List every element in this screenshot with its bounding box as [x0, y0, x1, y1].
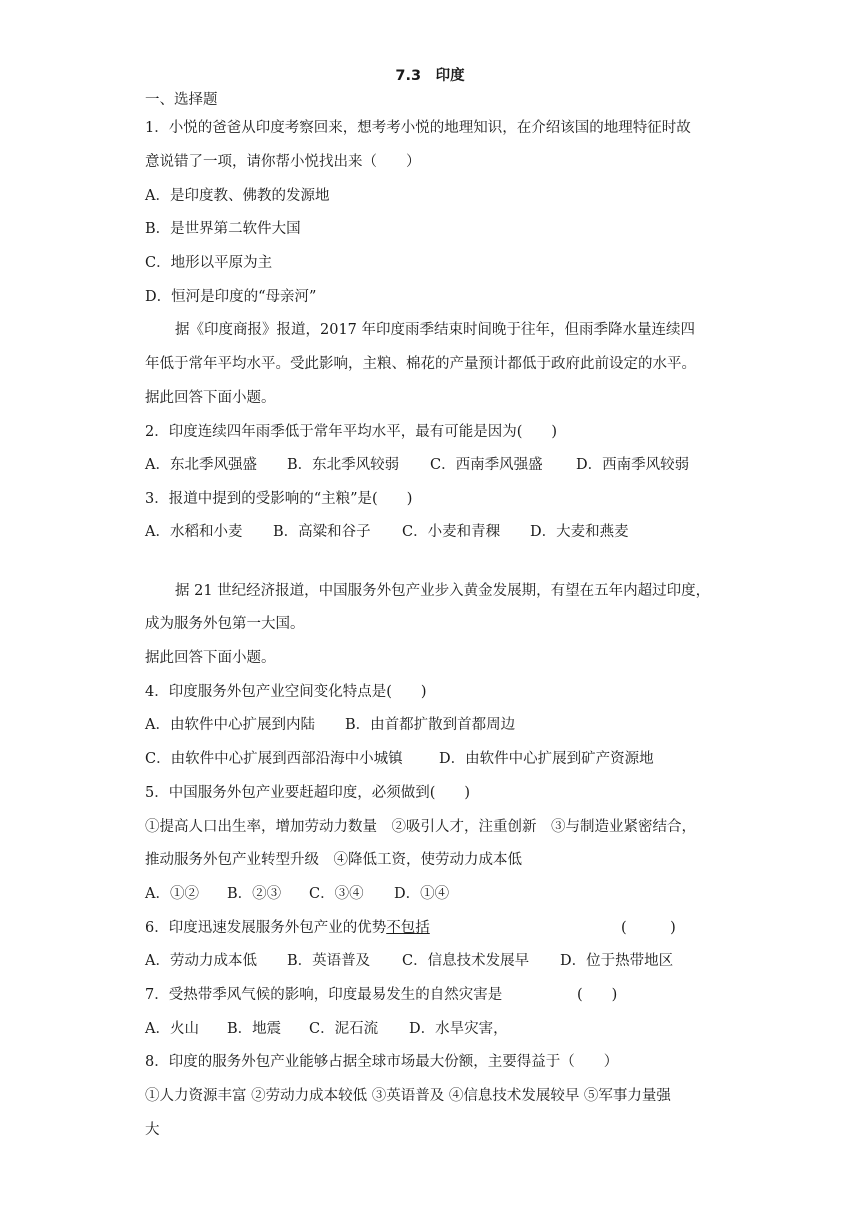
q6-answer-paren: ( ): [621, 920, 676, 936]
q7-option-a: A．火山: [145, 1021, 199, 1037]
q2-options: [145, 455, 689, 475]
q3-option-b: B．高粱和谷子: [273, 524, 371, 540]
q8-statements-line1: ①人力资源丰富 ②劳动力成本较低 ③英语普及 ④信息技术发展较早 ⑤军事力量强: [145, 1088, 671, 1104]
q7-option-b: B．地震: [227, 1021, 282, 1037]
q6-stem-text: 6．印度迅速发展服务外包产业的优势: [145, 920, 387, 936]
q3-option-d: D．大麦和燕麦: [530, 524, 629, 540]
q4-options-row1: [145, 715, 515, 735]
q6-option-c: C．信息技术发展早: [402, 953, 530, 969]
passage1-line2: 年低于常年平均水平。受此影响，主粮、棉花的产量预计都低于政府此前设定的水平。: [145, 356, 696, 372]
q7-options: [145, 1019, 508, 1039]
q1-option-c: C．地形以平原为主: [145, 255, 273, 271]
q3-stem: 3．报道中提到的受影响的“主粮”是( ): [145, 491, 413, 507]
q2-option-b: B．东北季风较弱: [287, 457, 400, 473]
section-heading: 一、选择题: [145, 92, 218, 108]
q3-options: [145, 522, 629, 542]
q7-option-d: D．水旱灾害，: [409, 1021, 508, 1037]
page-title: 7.3 印度: [395, 68, 465, 84]
q4-option-a: A．由软件中心扩展到内陆: [145, 717, 315, 733]
q4-stem: 4．印度服务外包产业空间变化特点是( ): [145, 684, 427, 700]
q5-statements-line2: 推动服务外包产业转型升级 ④降低工资，使劳动力成本低: [145, 852, 522, 868]
q1-stem-line2: 意说错了一项，请你帮小悦找出来（ ）: [145, 154, 421, 170]
q3-option-c: C．小麦和青稞: [402, 524, 501, 540]
q5-option-a: A．①②: [145, 886, 199, 902]
passage2-line1: 据 21 世纪经济报道，中国服务外包产业步入黄金发展期，有望在五年内超过印度，: [175, 583, 711, 599]
q6-stem: [145, 918, 430, 938]
q7-answer-paren: ( ): [577, 987, 618, 1003]
q5-option-d: D．①④: [394, 886, 450, 902]
q6-option-a: A．劳动力成本低: [145, 953, 257, 969]
q5-stem: 5．中国服务外包产业要赶超印度，必须做到( ): [145, 785, 471, 801]
q2-option-a: A．东北季风强盛: [145, 457, 257, 473]
q2-option-c: C．西南季风强盛: [430, 457, 543, 473]
passage1-line3: 据此回答下面小题。: [145, 390, 276, 406]
q5-option-b: B．②③: [227, 886, 282, 902]
q2-option-d: D．西南季风较弱: [576, 457, 690, 473]
q1-stem-line1: 1．小悦的爸爸从印度考察回来，想考考小悦的地理知识，在介绍该国的地理特征时故: [145, 120, 691, 136]
q6-stem-underlined: 不包括: [386, 920, 430, 936]
q7-stem: 7．受热带季风气候的影响，印度最易发生的自然灾害是: [145, 987, 503, 1003]
q5-statements-line1: ①提高人口出生率，增加劳动力数量 ②吸引人才，注重创新 ③与制造业紧密结合，: [145, 819, 696, 835]
q4-option-d: D．由软件中心扩展到矿产资源地: [439, 751, 654, 767]
q7-option-c: C．泥石流: [309, 1021, 379, 1037]
q1-option-d: D．恒河是印度的“母亲河”: [145, 289, 317, 305]
q4-options-row2: [145, 749, 654, 769]
q5-option-c: C．③④: [309, 886, 364, 902]
q3-option-a: A．水稻和小麦: [145, 524, 243, 540]
passage1-line1: 据《印度商报》报道，2017 年印度雨季结束时间晚于往年，但雨季降水量连续四: [175, 322, 696, 338]
passage2-line2: 成为服务外包第一大国。: [145, 616, 305, 632]
q4-option-c: C．由软件中心扩展到西部沿海中小城镇: [145, 751, 403, 767]
q1-option-b: B．是世界第二软件大国: [145, 221, 301, 237]
q1-option-a: A．是印度教、佛教的发源地: [145, 188, 330, 204]
q8-statements-line2: 大: [145, 1122, 160, 1138]
q2-stem: 2．印度连续四年雨季低于常年平均水平，最有可能是因为( ): [145, 424, 558, 440]
q6-option-d: D．位于热带地区: [560, 953, 674, 969]
q8-stem: 8．印度的服务外包产业能够占据全球市场最大份额，主要得益于（ ）: [145, 1054, 619, 1070]
q5-options: [145, 884, 449, 904]
q4-option-b: B．由首都扩散到首都周边: [345, 717, 516, 733]
q6-option-b: B．英语普及: [287, 953, 371, 969]
passage2-line3: 据此回答下面小题。: [145, 650, 276, 666]
q6-options: [145, 951, 673, 971]
